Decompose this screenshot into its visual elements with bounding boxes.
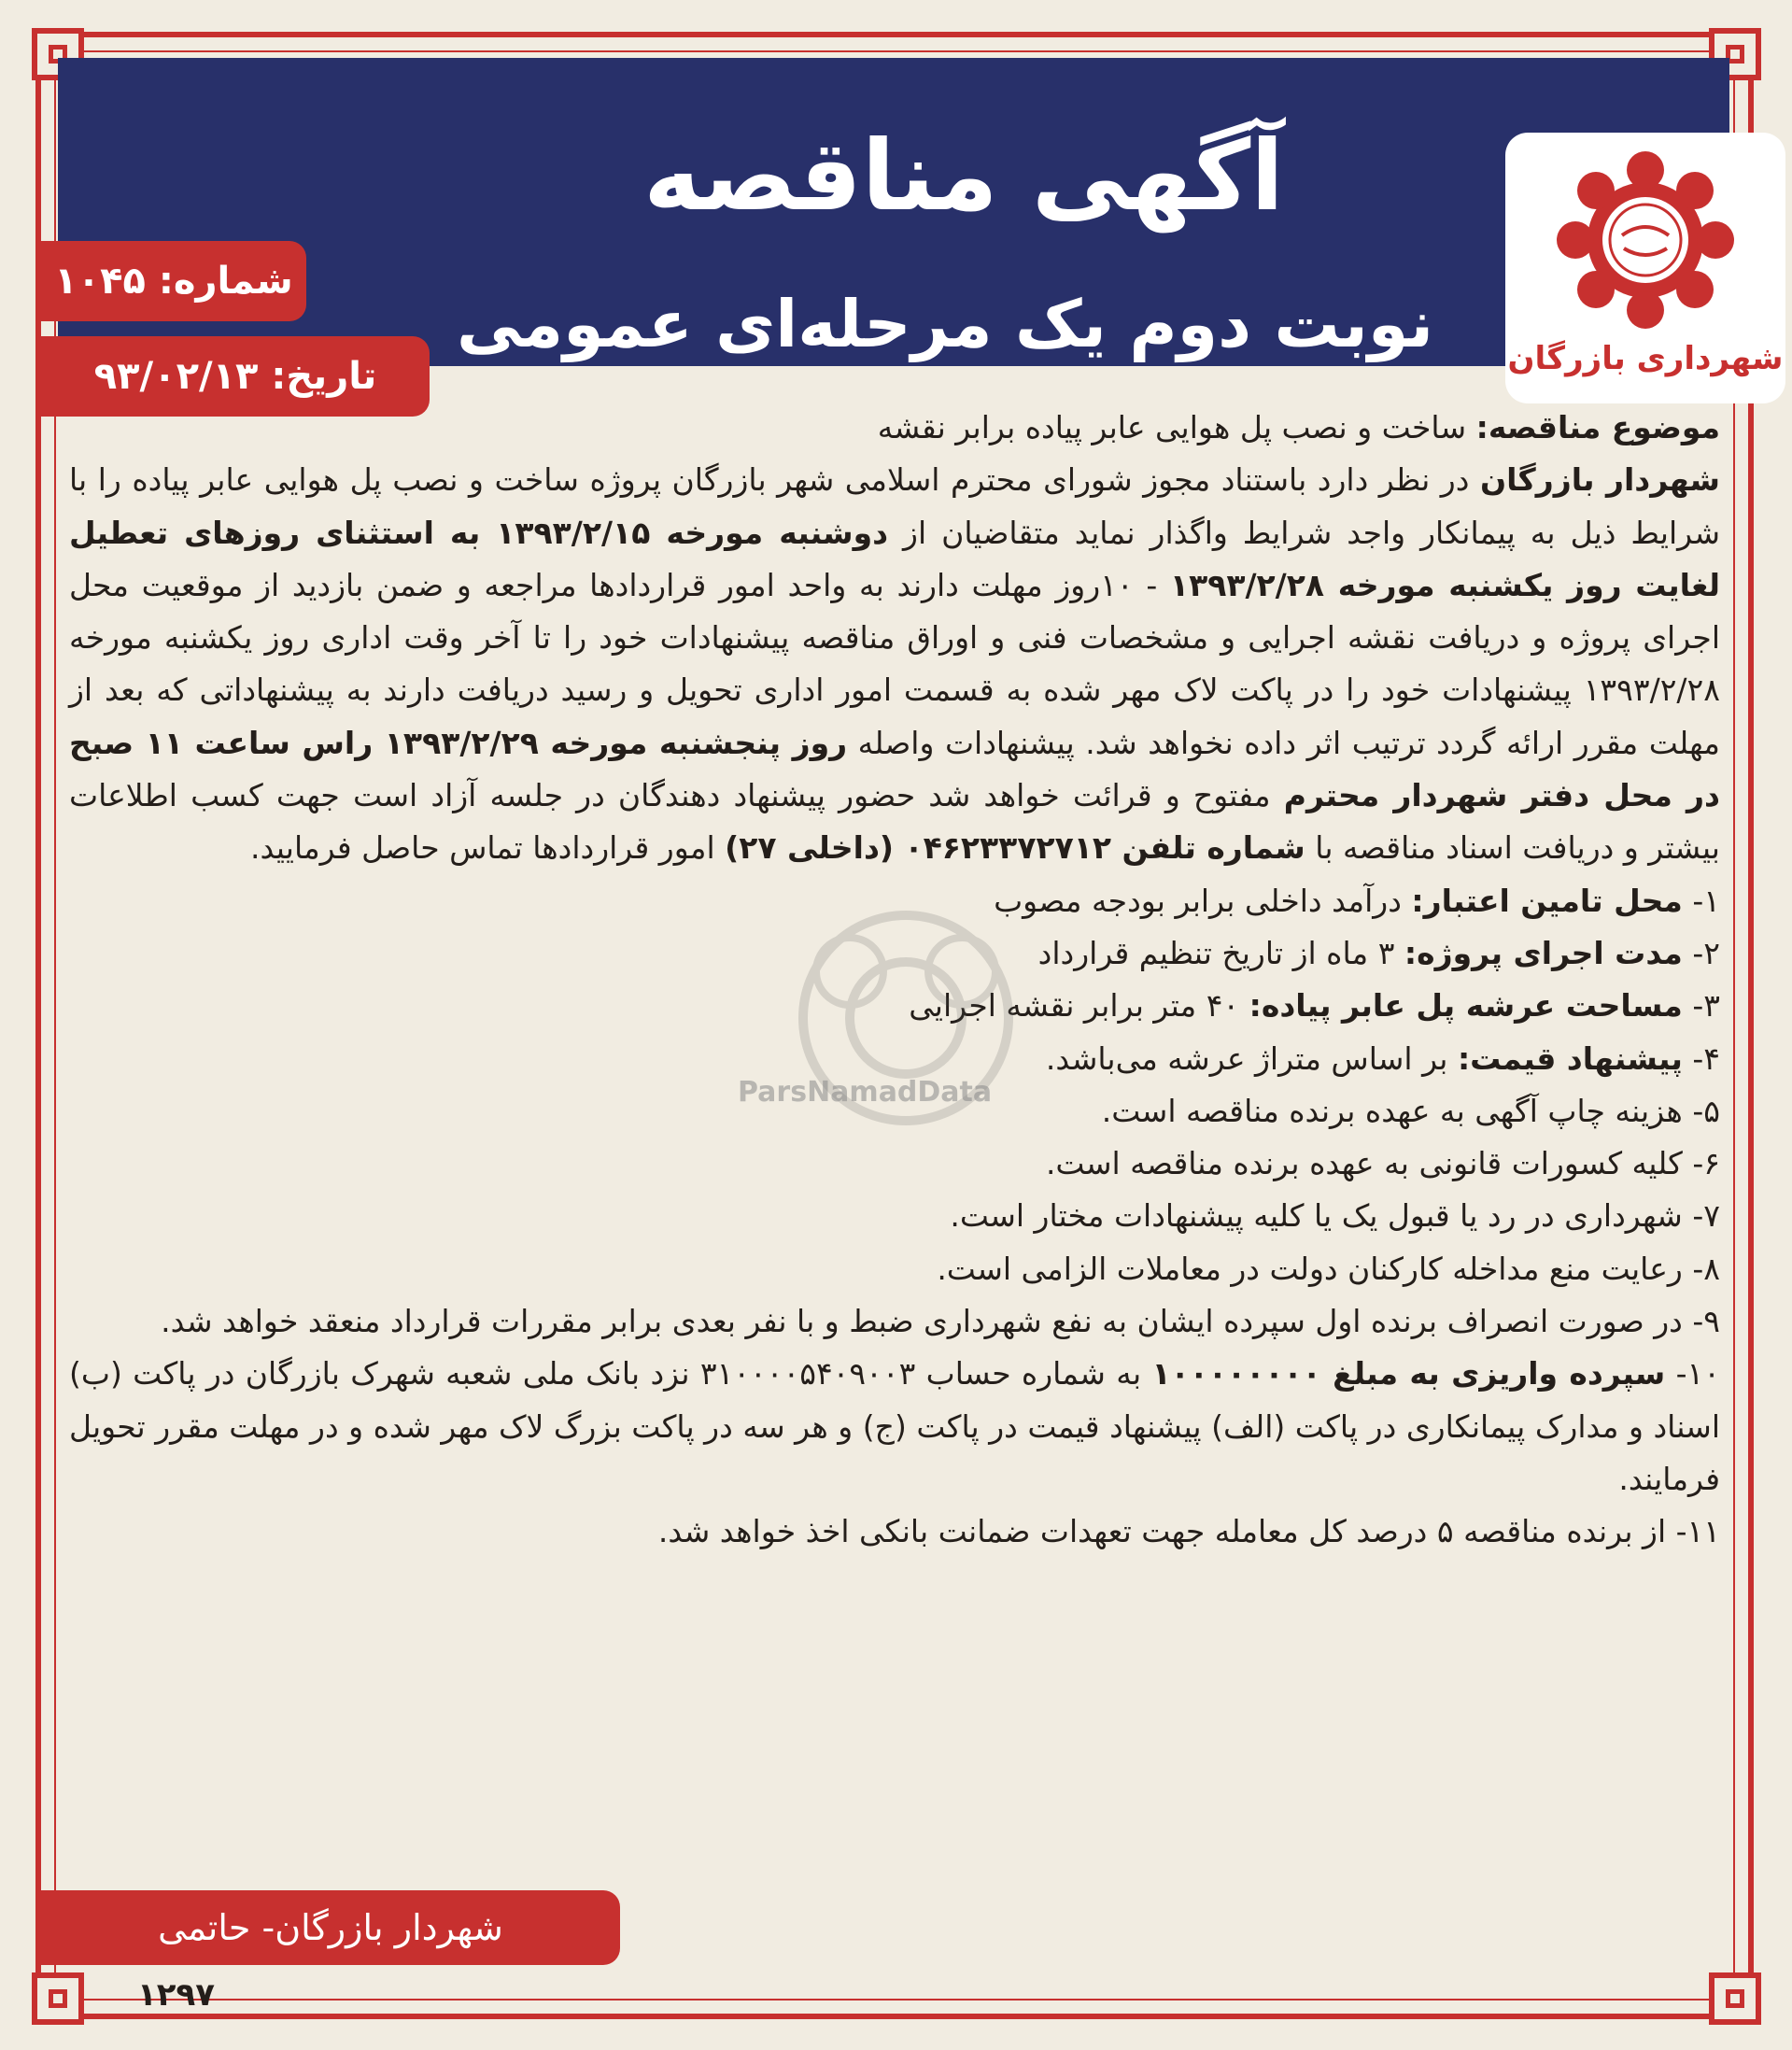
intro-text: در نظر دارد باستناد مجوز شورای محترم اسلامی شهر بازرگان پروژه ساخت و نصب پل هوایی عابر پیاده را با شرایط ذیل به پیمانکار واجد شرایط واگذار نماید متقاضیان از [69, 461, 1720, 551]
subject-line [69, 402, 1720, 454]
ad-code: ۱۲۹۷ [136, 1976, 215, 2014]
list-item: ۳- مساحت عرشه پل عابر پیاده: ۴۰ متر برابر نقشه اجرایی [909, 987, 1720, 1025]
list-item: ۲- مدت اجرای پروژه: ۳ ماه از تاریخ تنظیم قرارداد [1037, 934, 1720, 971]
list-item: ۶- کلیه کسورات قانونی به عهده برنده مناقصه است. [1045, 1145, 1720, 1182]
intro-text: امور قراردادها تماس حاصل فرمایید. [249, 829, 715, 867]
page-subtitle: نوبت دوم یک مرحله‌ای عمومی [456, 286, 1434, 362]
list-item: ۱۰- سپرده واریزی به مبلغ ۱۰۰۰۰۰۰۰۰ به شماره حساب ۳۱۰۰۰۰۵۴۰۹۰۰۳ نزد بانک ملی شعبه شهرک بازرگان در پاکت (ب) اسناد و مدارک پیمانکاری در پاکت (الف) پیشنهاد قیمت در پاکت (ج) و هر سه در پاکت بزرگ لاک مهر شده و در مهلت مقرر تحویل فرمایند. [69, 1355, 1720, 1497]
signature-badge: شهردار بازرگان- حاتمی [41, 1890, 620, 1965]
intro-text: مفتوح و قرائت خواهد شد حضور پیشنهاد دهندگان در جلسه آزاد است جهت کسب اطلاعات بیشتر و دریافت اسناد مناقصه با [69, 777, 1720, 867]
intro-paragraph [69, 454, 1720, 874]
list-item: ۱۱- از برنده مناقصه ۵ درصد کل معامله جهت تعهدات ضمانت بانکی اخذ خواهد شد. [657, 1513, 1720, 1550]
list-item: ۱- محل تامین اعتبار: درآمد داخلی برابر بودجه مصوب [994, 882, 1720, 919]
intro-bold: شهردار بازرگان [1479, 461, 1721, 499]
subject-text: ساخت و نصب پل هوایی عابر پیاده برابر نقشه [877, 409, 1467, 445]
page-title: آگهی مناقصه [643, 119, 1284, 233]
intro-bold: دوشنبه مورخه ۱۳۹۳/۲/۱۵ به استثنای روزهای تعطیل لغایت روز یکشنبه مورخه ۱۳۹۳/۲/۲۸ [69, 514, 1720, 603]
list-item: ۴- پیشنهاد قیمت: بر اساس متراژ عرشه می‌باشد. [1045, 1039, 1720, 1077]
list-item: ۹- در صورت انصراف برنده اول سپرده ایشان به نفع شهرداری ضبط و با نفر بعدی برابر مقررات قرارداد منعقد خواهد شد. [161, 1303, 1720, 1340]
logo-caption: شهرداری بازرگان [1507, 340, 1784, 377]
corner-ornament [1709, 1972, 1761, 2025]
corner-ornament [32, 1972, 84, 2025]
list-item: ۸- رعایت منع مداخله کارکنان دولت در معاملات الزامی است. [937, 1250, 1720, 1287]
notice-number: شماره: ۱۰۴۵ [41, 241, 306, 321]
emblem-icon [1547, 142, 1743, 338]
municipality-logo [1505, 133, 1785, 403]
intro-bold: روز پنجشنبه مورخه ۱۳۹۳/۲/۲۹ راس ساعت ۱۱ صبح در محل دفتر شهردار محترم [69, 724, 1720, 814]
list-item: ۷- شهرداری در رد یا قبول یک یا کلیه پیشنهادات مختار است. [950, 1197, 1720, 1235]
subject-label: موضوع مناقصه: [1475, 409, 1720, 445]
notice-date: تاریخ: ۹۳/۰۲/۱۳ [41, 336, 430, 417]
intro-text: - ۱۰روز مهلت دارند به واحد امور قراردادها مراجعه و ضمن بازدید از موقعیت محل اجرای پروژه و دریافت نقشه اجرایی و مشخصات فنی و اوراق مناقصه پیشنهادات خود را تا آخر وقت اداری روز یکشنبه مورخه ۱۳۹۳/۲/۲۸ پیشنهادات خود را در پاکت لاک مهر شده به قسمت امور اداری تحویل و رسید دریافت دارند به پیشنهاداتی که بعد از مهلت مقرر ارائه گردد ترتیب اثر داده نخواهد شد. پیشنهادات واصله [69, 566, 1720, 761]
phone-number: شماره تلفن ۰۴۶۲۳۳۷۲۷۱۲ (داخلی ۲۷) [725, 829, 1305, 867]
watermark-text: ParsNamadData [738, 1076, 993, 1109]
list-item: ۵- هزینه چاپ آگهی به عهده برنده مناقصه است. [1101, 1092, 1720, 1129]
